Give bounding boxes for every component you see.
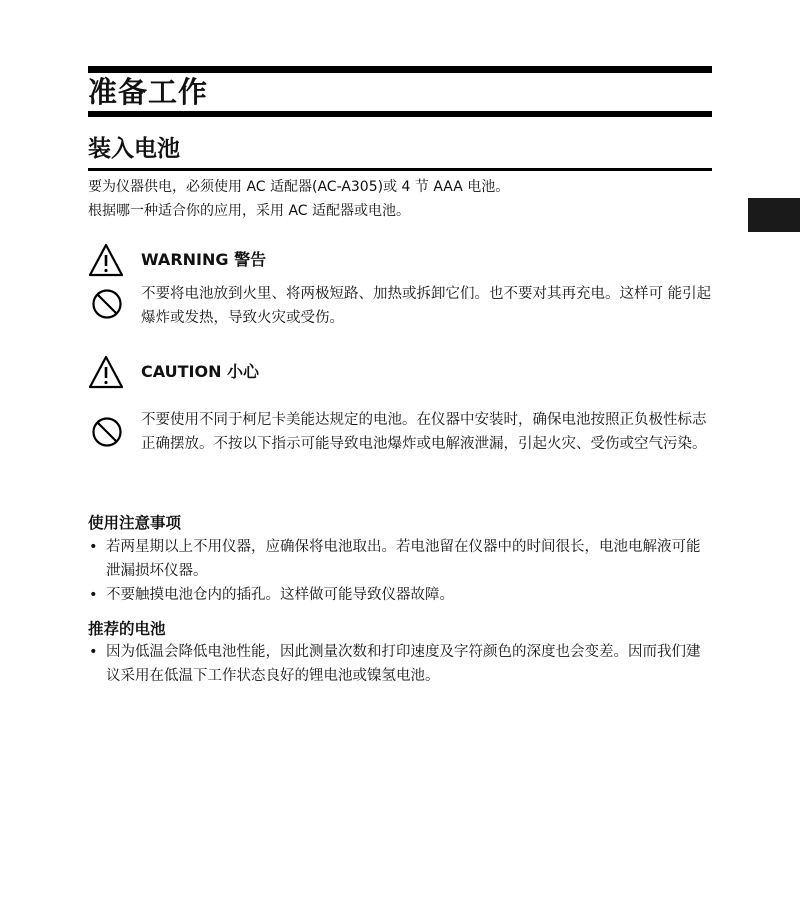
intro-paragraph xyxy=(88,175,712,223)
section-rule xyxy=(88,168,712,171)
chapter-top-rule xyxy=(88,66,712,73)
list-item xyxy=(88,535,712,583)
list-item xyxy=(88,583,712,607)
intro-line-1: 要为仪器供电，必须使用 AC 适配器(AC-A305)或 4 节 AAA 电池。 xyxy=(88,179,510,195)
prohibition-icon xyxy=(91,288,123,320)
prohibition-icon xyxy=(91,416,123,448)
warning-label: WARNING 警告 xyxy=(141,250,267,269)
bullet-mark: • xyxy=(89,644,98,660)
list-item xyxy=(88,640,712,688)
section-title: 装入电池 xyxy=(88,136,180,162)
intro-line-2: 根据哪一种适合你的应用，采用 AC 适配器或电池。 xyxy=(88,203,411,219)
caution-text: 不要使用不同于柯尼卡美能达规定的电池。在仪器中安装时，确保电池按照正负极性标志正确摆放。不按以下指示可能导致电池爆炸或电解液泄漏，引起火灾、受伤或空气污染。 xyxy=(141,412,707,452)
warning-header xyxy=(88,243,712,277)
warning-triangle-icon xyxy=(88,243,124,277)
caution-header xyxy=(88,355,712,389)
warning-text: 不要将电池放到火里、将两极短路、加热或拆卸它们。也不要对其再充电。这样可 能引起爆炸或发热，导致火灾或受伤。 xyxy=(141,286,712,326)
recommended-battery-list xyxy=(88,640,712,688)
bullet-mark: • xyxy=(89,539,98,555)
chapter-bottom-rule xyxy=(88,111,712,117)
chapter-side-tab xyxy=(748,198,800,232)
list-item-text: 因为低温会降低电池性能，因此测量次数和打印速度及字符颜色的深度也会变差。因而我们建议采用在低温下工作状态良好的锂电池或镍氢电池。 xyxy=(106,644,701,684)
usage-notes-title: 使用注意事项 xyxy=(88,514,182,532)
caution-label: CAUTION 小心 xyxy=(141,362,260,381)
recommended-battery-title: 推荐的电池 xyxy=(88,620,166,638)
list-item-text: 若两星期以上不用仪器，应确保将电池取出。若电池留在仪器中的时间很长，电池电解液可能泄漏损坏仪器。 xyxy=(106,539,701,579)
chapter-title: 准备工作 xyxy=(88,75,209,109)
usage-notes-list xyxy=(88,535,712,607)
caution-triangle-icon xyxy=(88,355,124,389)
list-item-text: 不要触摸电池仓内的插孔。这样做可能导致仪器故障。 xyxy=(106,587,454,603)
bullet-mark: • xyxy=(89,587,98,603)
